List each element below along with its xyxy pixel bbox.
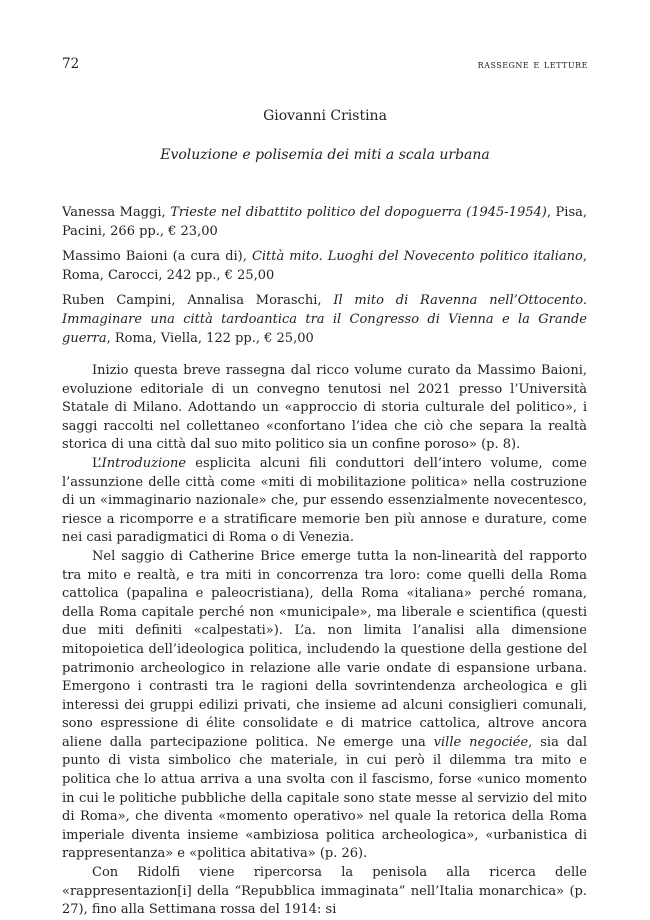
article-title: Evoluzione e polisemia dei miti a scala urbana	[160, 147, 490, 163]
body-paragraph-4: Con Ridolfi viene ripercorsa la penisola alla ricerca delle «rappresentazion[i] della “Repubblica immaginata” nell’Italia monarchica» (p. 27), fino alla Settimana rossa del 1914: si	[62, 865, 587, 918]
body-paragraph-3	[62, 548, 587, 864]
article-author: Giovanni Cristina	[263, 108, 387, 124]
paragraph-emphasis: ville negociée	[433, 734, 529, 750]
paragraph-text: , sia dal punto di vista simbolico che materiale, in cui però il dilemma tra mito e politica che lo attua arriva a una svolta con il fascismo, forse «unico momento in cui le politiche pubbliche della capitale sono state messe al servizio del mito di Roma», che diventa «momento operativo» nel quale la retorica della Roma imperiale diventa insieme «ambiziosa politica archeologica», «urbanistica di rappresentanza» e «politica abitativa» (p. 26).	[62, 734, 587, 862]
section-title: rassegne e letture	[477, 57, 588, 71]
reviewed-book-1	[62, 203, 587, 241]
reviewed-books-list	[62, 203, 587, 354]
reviewed-book-authors: Massimo Baioni (a cura di),	[62, 249, 252, 264]
reviewed-book-details: , Roma, Viella, 122 pp., € 25,00	[106, 331, 314, 346]
paragraph-emphasis: Introduzione	[101, 455, 187, 471]
page-number: 72	[62, 56, 80, 72]
body-paragraph-1: Inizio questa breve rassegna dal ricco volume curato da Massimo Baioni, evoluzione editoriale di un convegno tenutosi nel 2021 presso l’Università Statale di Milano. Adottando un «approccio di storia culturale del politico», i saggi raccolti nel collettaneo «confortano l’idea che ciò che separa la realtà storica di una città dal suo mito politico sia un confine poroso» (p. 8).	[62, 363, 587, 453]
paragraph-text: Nel saggio di Catherine Brice emerge tutta la non-linearità del rapporto tra mito e realtà, e tra miti in concorrenza tra loro: come quelli della Roma cattolica (papalina e paleocristiana), della Roma «italiana» perché romana, della Roma capitale perché non «municipale», ma liberale e scientifica (questi due miti definiti «calpestati»). L’a. non limita l’analisi alla dimensione mitopoietica dell’ideologica politica, includendo la questione della gestione del patrimonio archeologico in relazione alle varie ondate di espansione urbana. Emergono i contrasti tra le ragioni della sovrintendenza archeologica e gli interessi dei gruppi edilizi privati, che insieme ad alcuni consiglieri comunali, sono espressione di élite consolidate e di matrice cattolica, altrove ancora aliene dalla partecipazione politica. Ne emerge una	[62, 548, 587, 750]
article-body	[62, 362, 587, 920]
running-head	[62, 54, 588, 74]
reviewed-book-details: , Roma, Carocci, 242 pp., € 25,00	[62, 249, 587, 283]
body-paragraph-2	[62, 455, 587, 548]
paragraph-text: esplicita alcuni fili conduttori dell’intero volume, come l’assunzione delle città come «miti di mobilitazione politica» nella costruzione di un «immaginario nazionale» che, pur essendo essenzialmente novecentesco, riesce a ricomporre e a stratificare memorie ben più annose e durature, come nei casi paradigmatici di Roma o di Venezia.	[62, 455, 587, 546]
reviewed-book-authors: Ruben Campini, Annalisa Moraschi,	[62, 293, 334, 308]
reviewed-book-title: Trieste nel dibattito politico del dopoguerra (1945-1954)	[170, 205, 547, 220]
reviewed-book-title: Il mito di Ravenna nell’Ottocento. Immaginare una città tardoantica tra il Congresso di Vienna e la Grande guerra	[62, 293, 587, 346]
reviewed-book-title: Città mito. Luoghi del Novecento politico italiano	[251, 249, 583, 264]
reviewed-book-details: , Pisa, Pacini, 266 pp., € 23,00	[62, 205, 588, 239]
paragraph-text: L’	[92, 455, 102, 471]
reviewed-book-2	[62, 247, 587, 285]
reviewed-book-authors: Vanessa Maggi,	[62, 205, 171, 220]
reviewed-book-3	[62, 291, 587, 348]
